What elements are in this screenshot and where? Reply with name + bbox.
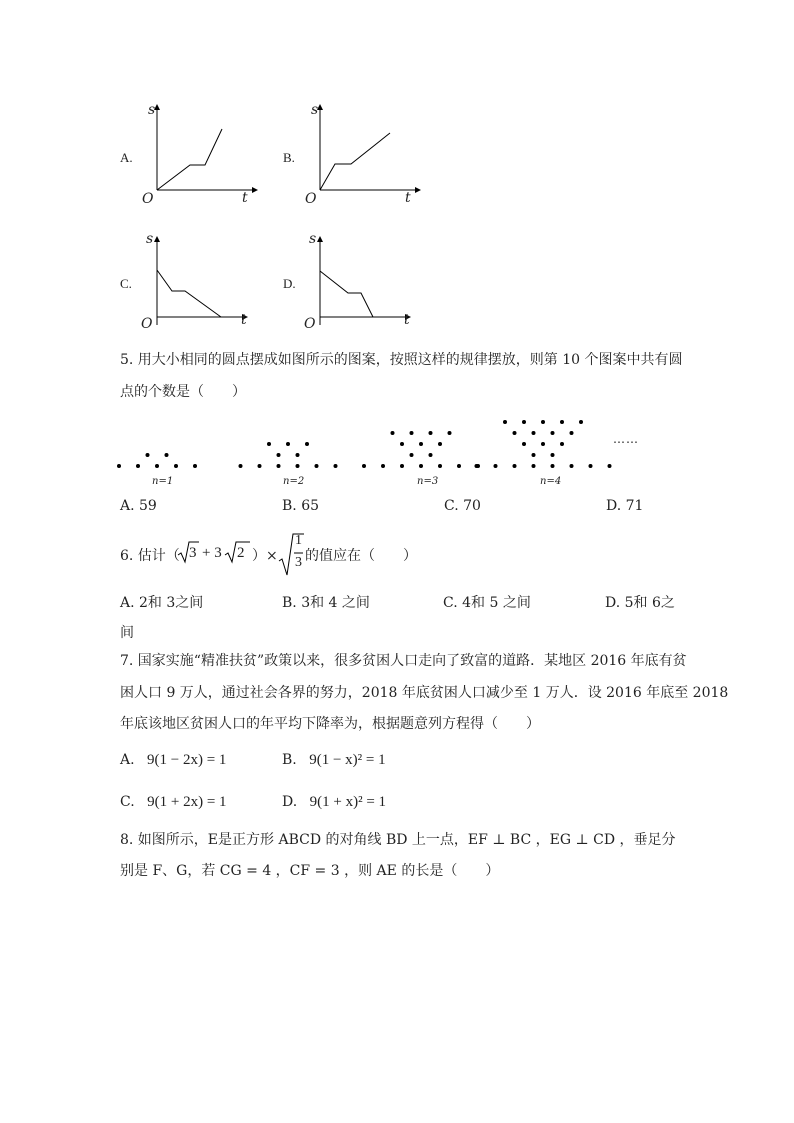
pattern-4-dot <box>475 464 479 468</box>
pattern-2-dot <box>296 464 300 468</box>
pattern-4-dot <box>551 464 555 468</box>
q5-line2: 点的个数是（ ） <box>120 384 246 400</box>
q7-option-b-expr: 9(1 − x)² = 1 <box>309 752 386 768</box>
pattern-ellipsis: …… <box>613 432 639 446</box>
q7-option-a-label: A. <box>120 752 135 768</box>
q8-line1: 8. 如图所示，E是正方形 ABCD 的对角线 BD 上一点，EF ⊥ BC ，EG ⊥ CD ，垂足分 <box>120 832 676 848</box>
q7-option-b-label: B. <box>282 752 297 768</box>
graph-c <box>110 230 270 340</box>
graph-line <box>320 271 373 317</box>
pattern-4-dot <box>541 442 545 446</box>
pattern-2-dot <box>296 453 300 457</box>
q7-option-c-label: C. <box>120 794 135 810</box>
graph-a <box>110 98 270 213</box>
q8-line2: 别是 F、G，若 CG = 4 ，CF = 3 ，则 AE 的长是（ ） <box>120 863 500 879</box>
graph-b <box>273 98 433 213</box>
pattern-label-3: n=3 <box>417 476 439 487</box>
q6-option-b: B. 3和 4 之间 <box>282 595 370 611</box>
graph-line <box>157 270 221 317</box>
origin-label: O <box>142 191 154 207</box>
pattern-1-dot <box>174 464 178 468</box>
pattern-4-dot <box>551 453 555 457</box>
pattern-3-dot <box>457 464 461 468</box>
graph-line <box>157 129 222 190</box>
pattern-4-dot <box>513 464 517 468</box>
pattern-4-dot <box>532 431 536 435</box>
pattern-4-dot <box>589 464 593 468</box>
q6-option-wrap: 间 <box>120 625 134 641</box>
q7-option-d-label: D. <box>282 794 298 810</box>
origin-label: O <box>304 316 316 332</box>
pattern-3-dot <box>429 453 433 457</box>
pattern-4-dot <box>503 420 507 424</box>
q6-option-c: C. 4和 5 之间 <box>443 595 531 611</box>
q6-option-a: A. 2和 3之间 <box>120 595 204 611</box>
q7-line2: 困人口 9 万人，通过社会各界的努力，2018 年底贫困人口减少至 1 万人．设 2016 年底至 2018 <box>120 685 729 701</box>
pattern-2-dot <box>305 442 309 446</box>
x-arrow <box>415 187 421 193</box>
q6-frac-denominator: 3 <box>295 555 302 570</box>
pattern-1-dot <box>117 464 121 468</box>
pattern-3-dot <box>419 442 423 446</box>
q7-option-c <box>120 794 227 811</box>
q6-prefix: 6. 估计（ <box>120 548 180 564</box>
pattern-3-dot <box>429 431 433 435</box>
pattern-4-dot <box>513 431 517 435</box>
q7-option-a-expr: 9(1 − 2x) = 1 <box>147 752 227 768</box>
pattern-4-dot <box>532 453 536 457</box>
q5-line1: 5. 用大小相同的圆点摆成如图所示的图案，按照这样的规律摆放，则第 10 个图案中共有圆 <box>120 352 683 368</box>
pattern-2-dot <box>267 442 271 446</box>
pattern-1-dot <box>155 464 159 468</box>
pattern-4-dot <box>532 464 536 468</box>
pattern-3-dot <box>419 464 423 468</box>
pattern-4-dot <box>570 464 574 468</box>
pattern-1-dot <box>146 453 150 457</box>
x-axis-label: t <box>242 190 248 206</box>
q6-sqrt2-value: 2 <box>237 545 245 561</box>
pattern-2-dot <box>334 464 338 468</box>
pattern-3-dot <box>362 464 366 468</box>
pattern-3-dot <box>400 442 404 446</box>
q5-option-c: C. 70 <box>444 498 481 514</box>
q6-suffix: 的值应在（ ） <box>305 548 417 564</box>
q6-frac-numerator: 1 <box>295 533 302 548</box>
pattern-3-dot <box>410 453 414 457</box>
q7-option-b <box>282 752 386 769</box>
pattern-2-dot <box>258 464 262 468</box>
pattern-4-dot <box>551 431 555 435</box>
pattern-label-2: n=2 <box>283 476 305 487</box>
x-axis-label: t <box>405 190 411 206</box>
x-arrow <box>252 187 258 193</box>
pattern-1-dot <box>136 464 140 468</box>
graph-d-label: D. <box>283 276 296 291</box>
q7-line1: 7. 国家实施“精准扶贫”政策以来，很多贫困人口走向了致富的道路．某地区 2016 年底有贫 <box>120 653 687 669</box>
q7-option-a <box>120 752 226 769</box>
x-axis-label: t <box>241 312 247 328</box>
q5-option-d: D. 71 <box>606 498 644 514</box>
q6-option-d: D. 5和 6之 <box>605 595 675 611</box>
pattern-4-dot <box>579 420 583 424</box>
pattern-1-dot <box>193 464 197 468</box>
q7-option-d <box>282 794 386 811</box>
pattern-4-dot <box>608 464 612 468</box>
graph-line <box>320 133 390 190</box>
pattern-2-dot <box>239 464 243 468</box>
graph-c-label: C. <box>120 276 132 291</box>
q6-stem <box>120 533 680 577</box>
x-axis-label: t <box>404 312 410 328</box>
pattern-4-dot <box>560 420 564 424</box>
pattern-label-1: n=1 <box>152 476 174 487</box>
pattern-3-dot <box>438 442 442 446</box>
y-arrow <box>317 236 323 242</box>
pattern-3-dot <box>381 464 385 468</box>
q7-option-d-expr: 9(1 + x)² = 1 <box>309 794 387 810</box>
y-axis-label: s <box>311 102 319 118</box>
pattern-4-dot <box>541 420 545 424</box>
y-axis-label: s <box>148 102 156 118</box>
pattern-3-dot <box>391 431 395 435</box>
pattern-3-dot <box>438 464 442 468</box>
pattern-2-dot <box>277 453 281 457</box>
graph-b-label: B. <box>283 150 295 165</box>
pattern-4-dot <box>570 431 574 435</box>
pattern-4-dot <box>494 464 498 468</box>
pattern-2-dot <box>315 464 319 468</box>
pattern-3-dot <box>410 431 414 435</box>
pattern-4-dot <box>522 442 526 446</box>
y-axis-label: s <box>309 231 317 247</box>
pattern-3-dot <box>400 464 404 468</box>
graph-a-label: A. <box>120 150 133 165</box>
pattern-4-dot <box>522 420 526 424</box>
q5-option-b: B. 65 <box>282 498 320 514</box>
pattern-3-dot <box>448 431 452 435</box>
y-axis-label: s <box>146 231 154 247</box>
pattern-2-dot <box>286 442 290 446</box>
q6-plus-three: + 3 <box>202 545 222 561</box>
q7-option-c-expr: 9(1 + 2x) = 1 <box>147 794 227 810</box>
graph-d <box>273 230 433 340</box>
origin-label: O <box>305 191 317 207</box>
pattern-2-dot <box>277 464 281 468</box>
q7-line3: 年底该地区贫困人口的年平均下降率为，根据题意列方程得（ ） <box>120 716 540 732</box>
q5-option-a: A. 59 <box>120 498 157 514</box>
origin-label: O <box>141 316 153 332</box>
pattern-label-4: n=4 <box>540 476 562 487</box>
q6-sqrt3-value: 3 <box>189 545 197 561</box>
pattern-1-dot <box>165 453 169 457</box>
pattern-4-dot <box>560 442 564 446</box>
dot-patterns <box>110 405 680 490</box>
q6-close: ）× <box>252 548 278 564</box>
y-arrow <box>154 236 160 242</box>
